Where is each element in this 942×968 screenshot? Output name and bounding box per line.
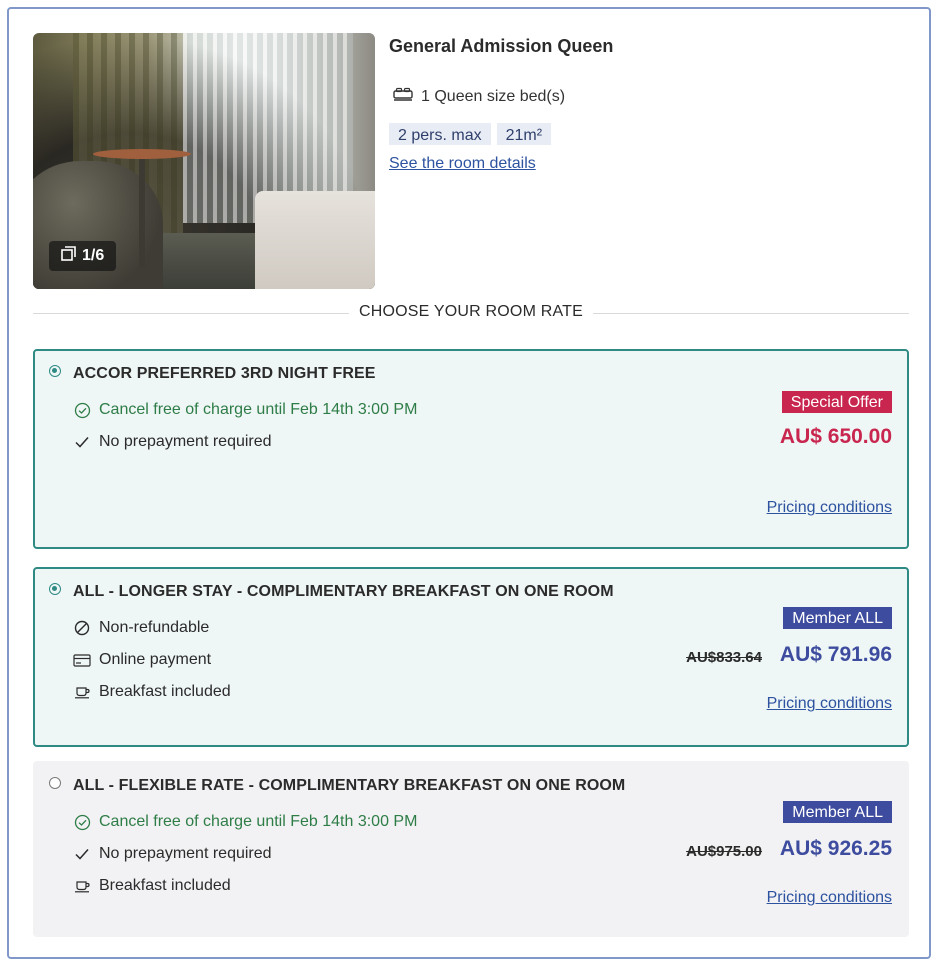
rate-name: ALL - FLEXIBLE RATE - COMPLIMENTARY BREAKFAST ON ONE ROOM [73, 777, 626, 794]
feature-cancel-free [73, 401, 417, 419]
feature-text: No prepayment required [99, 845, 272, 862]
rate-price: AU$ 791.96 [779, 643, 892, 666]
feature-text: Breakfast included [99, 877, 231, 894]
photo-counter-text: 1/6 [82, 247, 105, 264]
rate-option-flexible[interactable] [33, 761, 909, 937]
feature-no-prepayment [73, 433, 272, 451]
rate-option-longer-stay[interactable] [33, 567, 909, 747]
rate-price: AU$ 926.25 [779, 837, 892, 860]
member-badge: Member ALL [783, 607, 892, 629]
feature-text: Cancel free of charge until Feb 14th 3:00 PM [99, 813, 418, 830]
rate-radio[interactable] [49, 583, 61, 595]
rate-radio[interactable] [49, 777, 61, 789]
checkmark-icon [73, 433, 91, 451]
rate-name: ALL - LONGER STAY - COMPLIMENTARY BREAKFAST ON ONE ROOM [73, 583, 614, 600]
rate-price: AU$ 650.00 [779, 425, 892, 448]
rate-header-text: CHOOSE YOUR ROOM RATE [358, 303, 584, 320]
feature-text: Cancel free of charge until Feb 14th 3:00 PM [99, 401, 418, 418]
size-tag: 21m² [497, 123, 551, 145]
checkmark-icon [73, 845, 91, 863]
room-details-link[interactable]: See the room details [389, 155, 536, 172]
rate-section-header [33, 302, 909, 324]
rate-radio[interactable] [49, 365, 61, 377]
coffee-cup-icon [73, 683, 91, 701]
credit-card-icon [73, 651, 91, 669]
feature-non-refundable [73, 619, 209, 637]
original-price: AU$833.64 [686, 649, 762, 666]
pricing-conditions-link[interactable]: Pricing conditions [766, 499, 892, 516]
capacity-tag: 2 pers. max [389, 123, 491, 145]
photo-bed [255, 191, 375, 289]
rate-name: ACCOR PREFERRED 3RD NIGHT FREE [73, 365, 376, 382]
room-tags [389, 123, 551, 145]
bed-text: 1 Queen size bed(s) [421, 87, 566, 105]
feature-text: Non-refundable [99, 619, 210, 636]
feature-text: Breakfast included [99, 683, 231, 700]
check-circle-icon [73, 401, 91, 419]
room-title: General Admission Queen [389, 36, 614, 56]
no-symbol-icon [73, 619, 91, 637]
feature-cancel-free [73, 813, 417, 831]
bed-info [393, 87, 565, 106]
bed-icon [393, 87, 413, 106]
pricing-conditions-link[interactable]: Pricing conditions [766, 695, 892, 712]
original-price: AU$975.00 [686, 843, 762, 860]
photo-counter[interactable] [49, 241, 116, 271]
feature-online-payment [73, 651, 211, 669]
rate-option-accor-preferred[interactable] [33, 349, 909, 549]
feature-text: Online payment [99, 651, 212, 668]
pricing-conditions-link[interactable]: Pricing conditions [766, 889, 892, 906]
coffee-cup-icon [73, 877, 91, 895]
room-photo[interactable] [33, 33, 375, 289]
divider-line-right [593, 313, 909, 314]
photo-table-leg [139, 157, 145, 267]
photo-table-top [93, 149, 191, 159]
check-circle-icon [73, 813, 91, 831]
gallery-icon [61, 246, 76, 266]
special-offer-badge: Special Offer [782, 391, 892, 413]
feature-breakfast [73, 683, 231, 701]
feature-text: No prepayment required [99, 433, 272, 450]
room-card [7, 7, 931, 959]
member-badge: Member ALL [783, 801, 892, 823]
feature-no-prepayment [73, 845, 272, 863]
feature-breakfast [73, 877, 231, 895]
